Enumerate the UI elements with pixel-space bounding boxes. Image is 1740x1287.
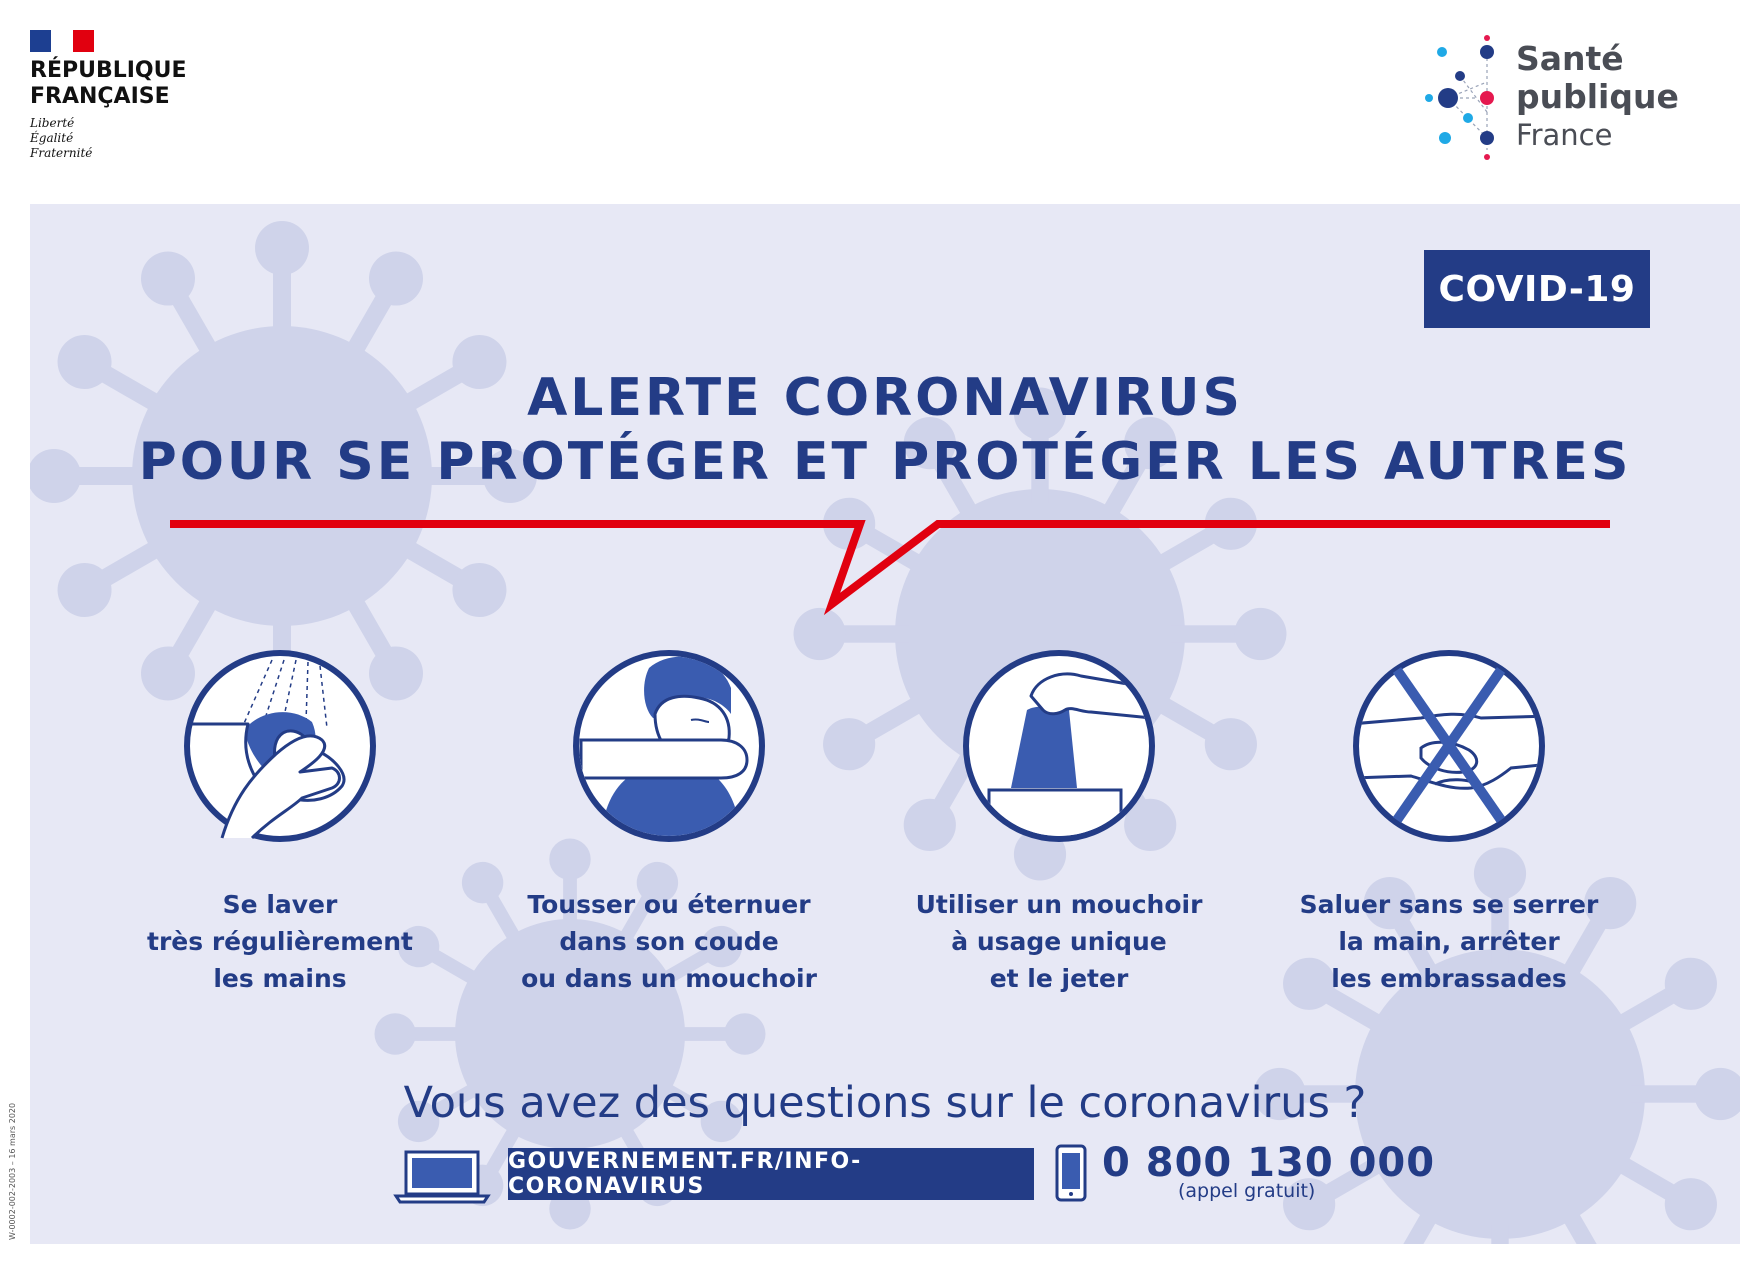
hotline-phone-number[interactable]: 0 800 130 000 xyxy=(1102,1140,1436,1186)
info-coronavirus-link[interactable]: GOUVERNEMENT.FR/INFO-CORONAVIRUS xyxy=(508,1148,1034,1200)
headline-subtitle: POUR SE PROTÉGER ET PROTÉGER LES AUTRES xyxy=(138,432,1632,492)
gesture-caption-tissue: Utiliser un mouchoir à usage unique et le jeter xyxy=(915,890,1203,993)
republique-francaise-logo xyxy=(30,30,190,161)
cough-elbow-icon xyxy=(571,648,767,844)
document-reference: W-0002-002-2003 – 16 mars 2020 xyxy=(8,1102,17,1240)
tissue-bin-icon xyxy=(961,648,1157,844)
sante-publique-france-logo xyxy=(1420,32,1680,162)
covid-19-badge: COVID-19 xyxy=(1424,250,1650,328)
laptop-icon xyxy=(392,1148,492,1204)
hand-washing-icon xyxy=(182,648,378,844)
hotline-free-call-note: (appel gratuit) xyxy=(1178,1180,1316,1202)
gesture-caption-no-handshake: Saluer sans se serrer la main, arrêter les embrassades xyxy=(1299,890,1599,993)
smartphone-icon xyxy=(1055,1144,1087,1202)
headline-title: ALERTE CORONAVIRUS xyxy=(527,368,1243,428)
gesture-caption-wash-hands: Se laver très régulièrement les mains xyxy=(147,890,413,993)
questions-heading: Vous avez des questions sur le coronavirus ? xyxy=(403,1078,1367,1128)
sante-publique-france-wordmark: Santé publique France xyxy=(1516,39,1679,152)
republique-motto: Liberté Égalité Fraternité xyxy=(30,116,93,160)
no-handshake-icon xyxy=(1351,648,1547,844)
gesture-caption-cough-elbow: Tousser ou éternuer dans son coude ou dans un mouchoir xyxy=(521,890,817,993)
speech-bubble-underline xyxy=(170,510,1610,620)
molecule-icon xyxy=(1420,32,1510,162)
french-flag-icon xyxy=(30,30,94,52)
republique-francaise-name: RÉPUBLIQUE FRANÇAISE xyxy=(30,58,187,109)
